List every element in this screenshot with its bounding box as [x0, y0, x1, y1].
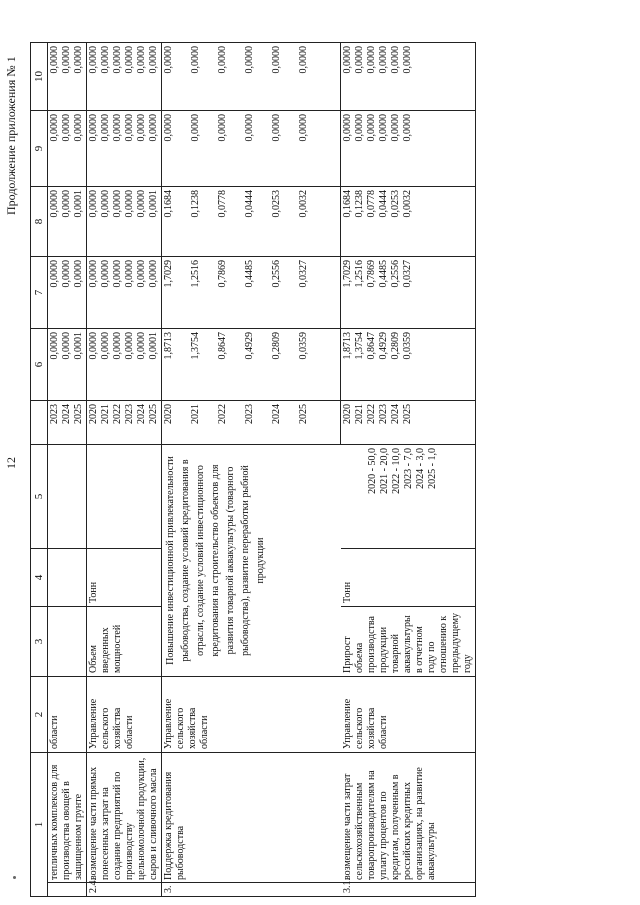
col-7-value: 1,7029	[162, 257, 177, 329]
col-6-value: 1,3754	[176, 329, 203, 401]
col-8-values: 0,1684 0,1238 0,0778 0,0444 0,0253 0,0032	[341, 187, 476, 257]
col-9-values: 0,0000 0,0000 0,0000 0,0000 0,0000 0,0000	[341, 111, 476, 187]
unit	[48, 549, 87, 607]
col-num-7: 7	[31, 257, 48, 329]
col-7-value: 0,0327	[284, 257, 341, 329]
table-row	[162, 43, 177, 897]
col-8-value: 0,1238	[176, 187, 203, 257]
col-6-value: 0,2809	[257, 329, 284, 401]
col-num-3: 3	[31, 607, 48, 677]
page-number: 12	[4, 457, 18, 469]
col-num-4: 4	[31, 549, 48, 607]
col-7-value: 0,7869	[203, 257, 230, 329]
measure-name: тепличных комплексов для производства овощей в защищенном грунте	[48, 753, 87, 883]
year: 2025	[284, 401, 341, 445]
col-10-values: 0,0000 0,0000 0,0000	[48, 43, 87, 111]
appendix-header: Продолжение приложения № 1	[4, 56, 18, 215]
row-number: 3.	[162, 883, 341, 897]
col-8-value: 0,0032	[284, 187, 341, 257]
col-8-values: 0,0000 0,0000 0,0000 0,0000 0,0000 0,0001	[87, 187, 162, 257]
col-num-1: 1	[31, 753, 48, 897]
years: 2023 2024 2025	[48, 401, 87, 445]
col-10-value: 0,0000	[176, 43, 203, 111]
col-num-8: 8	[31, 187, 48, 257]
col-6-value: 0,8647	[203, 329, 230, 401]
col-7-values: 1,7029 1,2516 0,7869 0,4485 0,2556 0,0327	[341, 257, 476, 329]
indicator: Прирост объема производства продукции товарной аквакультуры в отчетном году по отношению к предыдущему году	[341, 607, 476, 677]
col-num-2: 2	[31, 677, 48, 753]
col-8-value: 0,0778	[203, 187, 230, 257]
col-7-values: 0,0000 0,0000 0,0000	[48, 257, 87, 329]
year: 2020	[162, 401, 177, 445]
goal-description: Повышение инвестиционной привлекательности рыбоводства, создание условий кредитования в отрасли, создание условий инвестиционного кредитования на строительство объектов для развития товарной аквакультуры (товарного рыбоводства), развитие переработки рыбной продукции	[162, 445, 341, 677]
measure-name: Поддержка кредитования рыбоводства	[162, 753, 341, 883]
col-6-value: 0,4929	[230, 329, 257, 401]
col-num-6: 6	[31, 329, 48, 401]
target-values: 2020 - 50,0 2021 - 20,0 2022 - 10,0 2023 - 7,0 2024 - 3,0 2025 - 1,0	[341, 445, 476, 549]
year: 2021	[176, 401, 203, 445]
unit: Тонн	[87, 549, 162, 607]
table-row	[48, 43, 87, 897]
col-9-values: 0,0000 0,0000 0,0000 0,0000 0,0000 0,0000	[87, 111, 162, 187]
col-6-value: 0,0359	[284, 329, 341, 401]
col-num-5: 5	[31, 445, 48, 549]
col-9-value: 0,0000	[284, 111, 341, 187]
col-7-value: 0,4485	[230, 257, 257, 329]
col-10-values: 0,0000 0,0000 0,0000 0,0000 0,0000 0,0000	[87, 43, 162, 111]
target-values	[48, 445, 87, 549]
table-row	[87, 43, 162, 897]
col-7-value: 0,2556	[257, 257, 284, 329]
measure-name: возмещение части затрат сельскохозяйственным товаропроизводителям на уплату процентов по кредитам, полученным в российских кредитных организациях, на развитие аквакультуры	[341, 753, 476, 883]
indicator: Объем введенных мощностей	[87, 607, 162, 677]
appendix-table	[30, 42, 476, 897]
col-10-value: 0,0000	[230, 43, 257, 111]
col-7-value: 1,2516	[176, 257, 203, 329]
col-num-blank	[31, 401, 48, 445]
year: 2022	[203, 401, 230, 445]
row-number: 2.4.	[87, 883, 162, 897]
executor: области	[48, 677, 87, 753]
col-num-10: 10	[31, 43, 48, 111]
col-10-value: 0,0000	[162, 43, 177, 111]
col-9-value: 0,0000	[257, 111, 284, 187]
executor: Управление сельского хозяйства области	[341, 677, 476, 753]
measure-name: возмещение части прямых понесенных затрат на создание предприятий по производству цельномолочной продукции, сыров и сливочного масла	[87, 753, 162, 883]
col-8-value: 0,0444	[230, 187, 257, 257]
row-number: 3.1.	[341, 883, 476, 897]
executor: Управление сельского хозяйства области	[87, 677, 162, 753]
target-values	[87, 445, 162, 549]
column-number-row	[31, 43, 48, 897]
col-6-values: 0,0000 0,0000 0,0000 0,0000 0,0000 0,0001	[87, 329, 162, 401]
col-9-values: 0,0000 0,0000 0,0000	[48, 111, 87, 187]
col-10-values: 0,0000 0,0000 0,0000 0,0000 0,0000 0,0000	[341, 43, 476, 111]
col-10-value: 0,0000	[203, 43, 230, 111]
year: 2024	[257, 401, 284, 445]
col-6-value: 1,8713	[162, 329, 177, 401]
col-num-9: 9	[31, 111, 48, 187]
table-row	[341, 43, 476, 897]
years: 2020 2021 2022 2023 2024 2025	[87, 401, 162, 445]
indicator	[48, 607, 87, 677]
col-6-values: 0,0000 0,0000 0,0001	[48, 329, 87, 401]
year: 2023	[230, 401, 257, 445]
col-10-value: 0,0000	[284, 43, 341, 111]
col-8-value: 0,1684	[162, 187, 177, 257]
col-9-value: 0,0000	[162, 111, 177, 187]
col-10-value: 0,0000	[257, 43, 284, 111]
col-9-value: 0,0000	[230, 111, 257, 187]
row-number	[48, 883, 87, 897]
unit: Тонн	[341, 549, 476, 607]
col-9-value: 0,0000	[176, 111, 203, 187]
years: 2020 2021 2022 2023 2024 2025	[341, 401, 476, 445]
col-9-value: 0,0000	[203, 111, 230, 187]
col-8-value: 0,0253	[257, 187, 284, 257]
col-7-values: 0,0000 0,0000 0,0000 0,0000 0,0000 0,0000	[87, 257, 162, 329]
col-6-values: 1,8713 1,3754 0,8647 0,4929 0,2809 0,0359	[341, 329, 476, 401]
executor: Управление сельского хозяйства области	[162, 677, 341, 753]
col-8-values: 0,0000 0,0000 0,0001	[48, 187, 87, 257]
